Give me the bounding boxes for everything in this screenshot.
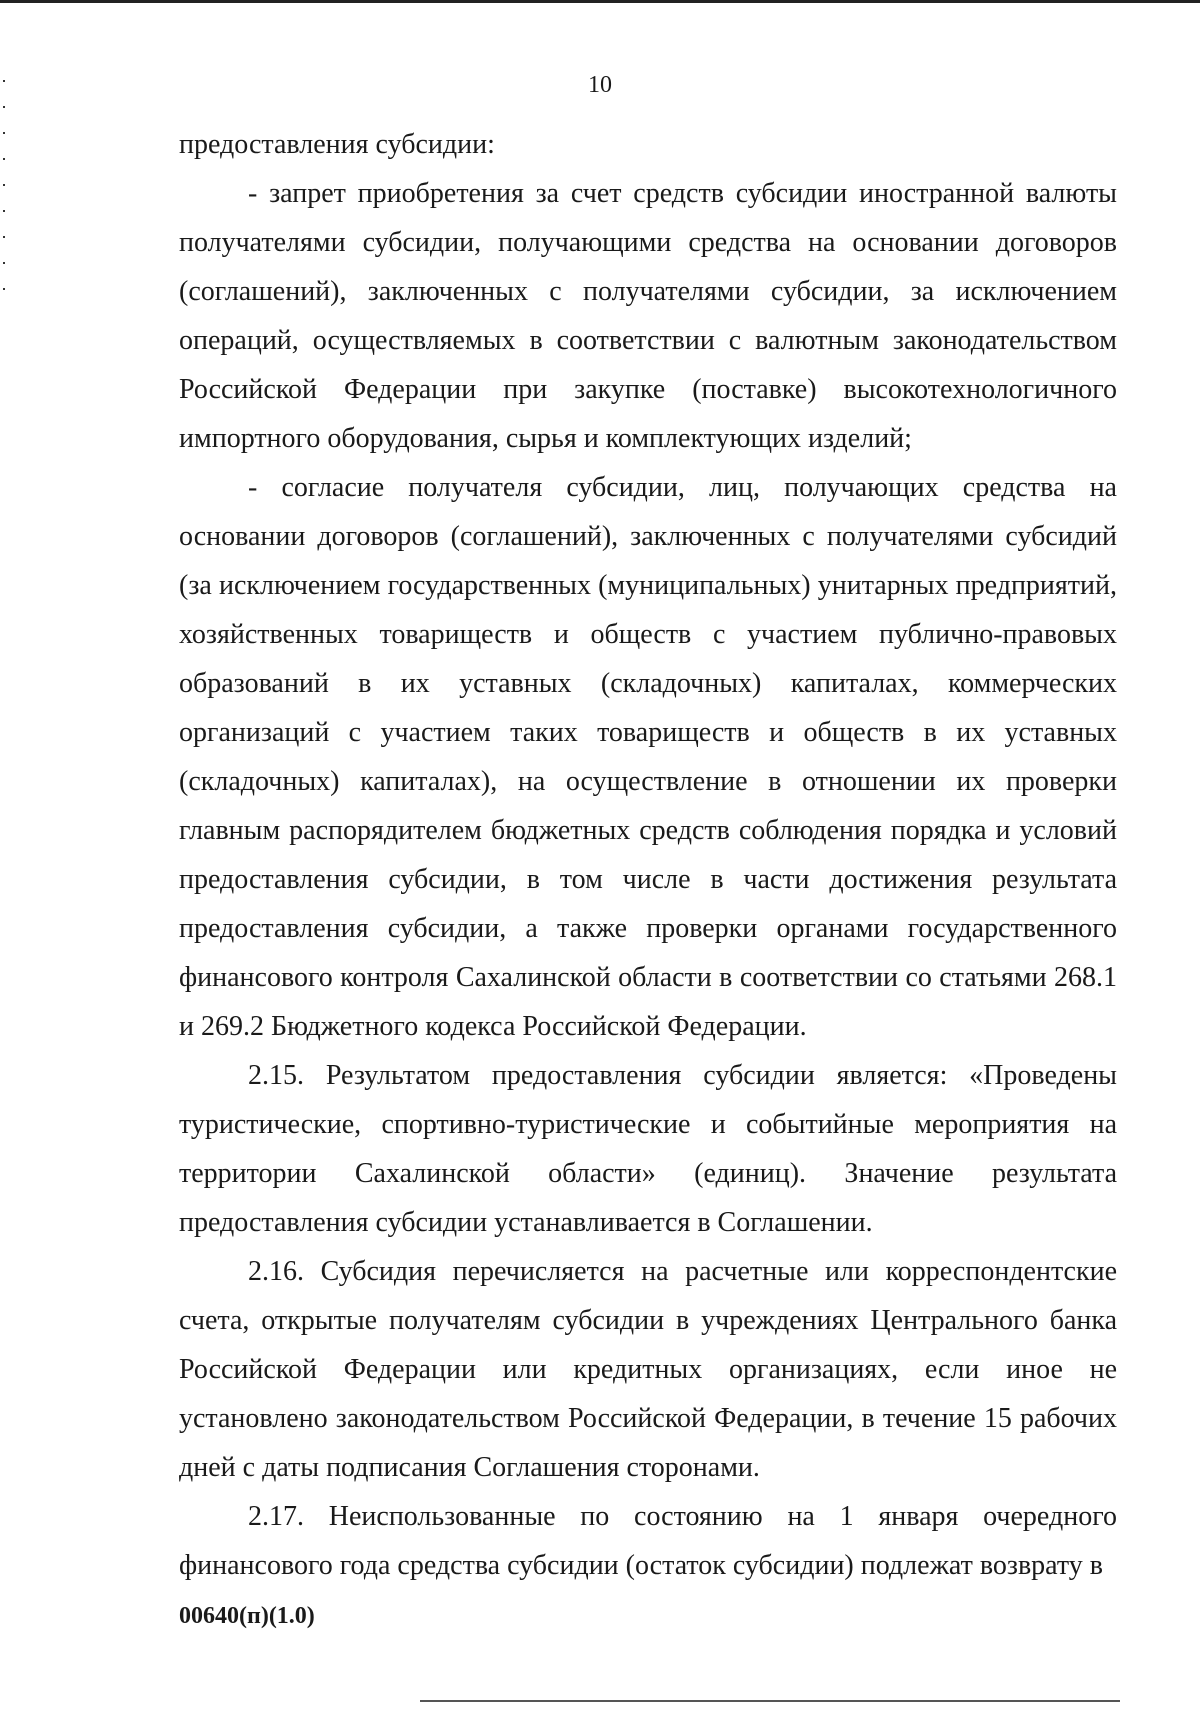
scan-top-border: [0, 0, 1200, 3]
scan-bottom-border: [420, 1700, 1120, 1702]
paragraph-currency-ban: - запрет приобретения за счет средств субсидии иностранной валюты получателями субсидии, получающими средства на основании договоров (соглашений), заключенных с получателями субсидии, за исключением операций, осуществляемых в соответствии с валютным законодательством Российской Федерации при закупке (поставке) высокотехнологичного импортного оборудования, сырья и комплектующих изделий;: [179, 178, 1117, 454]
paragraph-2-15: 2.15. Результатом предоставления субсидии является: «Проведены туристические, спортивно-туристические и событийные мероприятия на территории Сахалинской области» (единиц). Значение результата предоставления субсидии устанавливается в Соглашении.: [179, 1060, 1117, 1238]
paragraph-2-16: 2.16. Субсидия перечисляется на расчетные или корреспондентские счета, открытые получателям субсидии в учреждениях Центрального банка Российской Федерации или кредитных организациях, если иное не установлено законодательством Российской Федерации, в течение 15 рабочих дней с даты подписания Соглашения сторонами.: [179, 1256, 1117, 1483]
paragraph-continuation: предоставления субсидии:: [179, 129, 495, 160]
paragraph-inspection-consent: - согласие получателя субсидии, лиц, получающих средства на основании договоров (соглашений), заключенных с получателями субсидий (за исключением государственных (муниципальных) унитарных предприятий, хозяйственных товариществ и обществ с участием публично-правовых образований в их уставных (складочных) капиталах, коммерческих организаций с участием таких товариществ и обществ в их уставных (складочных) капиталах), на осуществление в отношении их проверки главным распорядителем бюджетных средств соблюдения порядка и условий предоставления субсидии, в том числе в части достижения результата предоставления субсидии, а также проверки органами государственного финансового контроля Сахалинской области в соответствии со статьями 268.1 и 269.2 Бюджетного кодекса Российской Федерации.: [179, 472, 1117, 1042]
page-number: 10: [588, 72, 612, 98]
document-code: 00640(п)(1.0): [179, 1603, 315, 1629]
document-body: [179, 120, 1117, 1590]
scan-left-margin-marks: [3, 80, 5, 290]
paragraph-2-17: 2.17. Неиспользованные по состоянию на 1 января очередного финансового года средства субсидии (остаток субсидии) подлежат возврату в: [179, 1501, 1117, 1581]
